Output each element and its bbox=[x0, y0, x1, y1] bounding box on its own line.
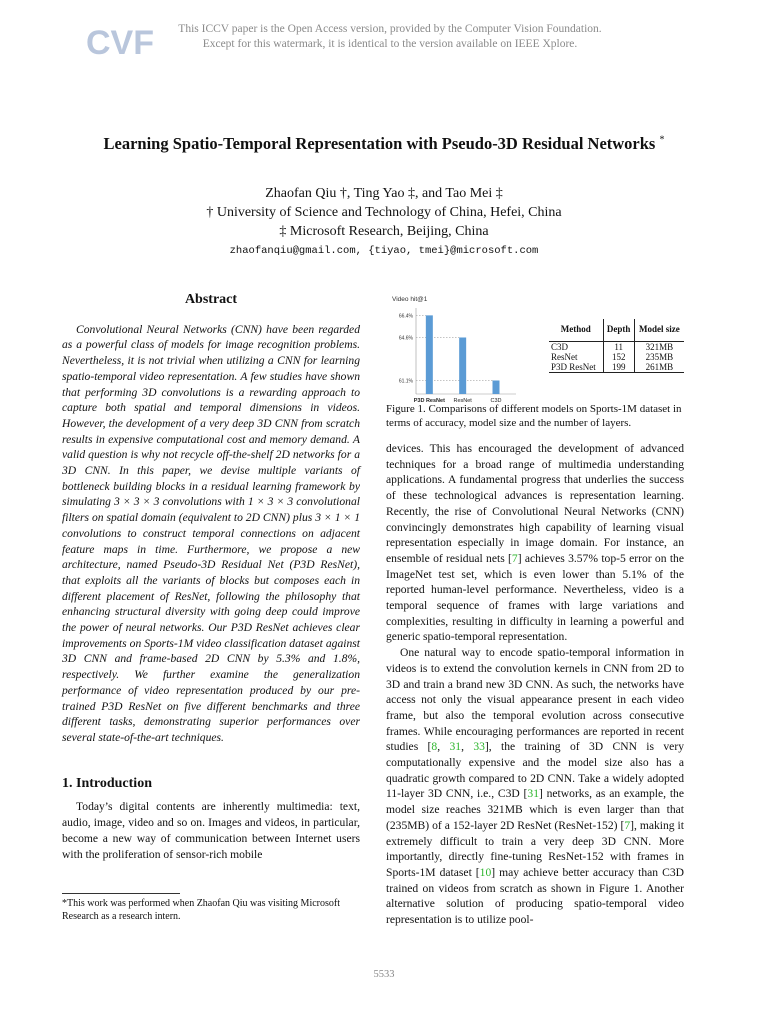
chart-x-tick-label: P3D ResNet bbox=[413, 398, 445, 404]
citation-separator: , bbox=[461, 740, 474, 754]
table-cell-method: ResNet bbox=[551, 352, 578, 362]
table-cell-method: C3D bbox=[551, 342, 569, 352]
table-cell-size: 321MB bbox=[634, 342, 684, 353]
abstract-heading: Abstract bbox=[184, 292, 238, 307]
author-names: Zhaofan Qiu †, Ting Yao ‡, and Tao Mei ‡ bbox=[265, 186, 503, 201]
cvf-logo-text: CVF bbox=[86, 24, 154, 62]
table-cell-depth: 11 bbox=[603, 342, 634, 353]
citation-separator: , bbox=[437, 740, 450, 754]
cvf-logo bbox=[84, 20, 154, 62]
figure-1 bbox=[386, 292, 684, 432]
footnote-rule bbox=[62, 893, 180, 894]
intro-p2-text-c: ] networks, as an example, the model size reaches 321MB which is even larger than that (235MB) of a 152-layer 2D ResNet (ResNet-152) [ bbox=[386, 787, 684, 832]
intro-paragraph-2 bbox=[386, 645, 684, 928]
citation-link[interactable]: 31 bbox=[527, 787, 539, 801]
citation-link[interactable]: 7 bbox=[511, 551, 518, 565]
watermark-line-2: Except for this watermark, it is identical to the version available on IEEE Xplore. bbox=[202, 38, 578, 50]
page-number: 5533 bbox=[373, 969, 395, 980]
model-comparison-table bbox=[549, 319, 684, 373]
figure-1-caption: Figure 1. Comparisons of different models on Sports-1M dataset in terms of accuracy, model size and the number of layers. bbox=[386, 403, 682, 429]
table-cell-method: P3D ResNet bbox=[549, 362, 603, 373]
intro-p2-text-a: One natural way to encode spatio-temporal information in videos is to extend the convolution kernels in CNN from 2D to 3D and train a brand new 3D CNN. As such, the networks have access not only the visual appearance present in each video frame, but also the temporal evolution across consecutive frames. While encouraging performances are reported in recent studies [ bbox=[386, 646, 684, 754]
table-cell-size: 261MB bbox=[634, 362, 684, 373]
affiliation-2: ‡ Microsoft Research, Beijing, China bbox=[279, 224, 489, 239]
citation-link[interactable]: 7 bbox=[624, 818, 631, 832]
chart-y-tick-label: 61.1% bbox=[398, 378, 413, 385]
intro-p1-text-a: devices. This has encouraged the development of advanced techniques for a broad range of multimedia understanding applications. A fundamental progress that underlies the success of these technological advances is representation learning. Recently, the rise of Convolutional Neural Networks (CNN) convincingly demonstrates high capability of learning visual representation especially in image domain. For instance, an ensemble of residual nets [ bbox=[386, 442, 684, 565]
table-row bbox=[549, 352, 684, 362]
author-block bbox=[40, 184, 728, 241]
citation-link[interactable]: 10 bbox=[479, 865, 492, 879]
paper-title-text: Learning Spatio-Temporal Representation with Pseudo-3D Residual Networks bbox=[103, 134, 656, 153]
table-row bbox=[549, 342, 684, 353]
abstract-text: Convolutional Neural Networks (CNN) have been regarded as a powerful class of models for image recognition problems. Nevertheless, it is not trivial when utilizing a CNN for learning spatio-temporal video representation. A few studies have shown that performing 3D convolutions is a rewarding approach to capture both spatial and temporal dimensions in videos. However, the development of a very deep 3D CNN from scratch results in expensive computational cost and memory demand. A valid question is why not recycle off-the-shelf 2D networks for a 3D CNN. In this paper, we devise multiple variants of bottleneck building blocks in a residual learning framework by simulating 3 × 3 × 3 convolutions with 1 × 3 × 3 convolutional filters on spatial domain (equivalent to 2D CNN) plus 3 × 1 × 1 convolutions to construct temporal connections on adjacent feature maps in time. Furthermore, we propose a new architecture, named Pseudo-3D Residual Net (P3D ResNet), that exploits all the variants of blocks but composes each in different placement of ResNet, following the philosophy that enhancing structural diversity with going deep could improve the power of neural networks. Our P3D ResNet achieves clear improvements on Sports-1M video classification dataset against 3D CNN and frame-based 2D CNN by 5.3% and 1.8%, respectively. We further examine the generalization performance of video representation produced by our pre-trained P3D ResNet on five different benchmarks and three different tasks, demonstrating superior performances over several state-of-the-art techniques. bbox=[62, 322, 360, 744]
chart-y-tick-label: 64.6% bbox=[398, 335, 413, 342]
chart-x-tick-label: C3D bbox=[490, 398, 502, 404]
footnote bbox=[62, 893, 360, 923]
table-header-depth: Depth bbox=[603, 319, 634, 342]
chart-bar-c3d bbox=[493, 380, 500, 394]
table-cell-depth: 152 bbox=[603, 352, 634, 362]
watermark-line-1: This ICCV paper is the Open Access version, provided by the Computer Vision Foundation. bbox=[178, 23, 602, 35]
table-header-model-size: Model size bbox=[634, 319, 684, 342]
chart-y-tick-label: 66.4% bbox=[398, 313, 413, 320]
right-column bbox=[386, 441, 684, 928]
intro-paragraph-1 bbox=[386, 441, 684, 645]
table-header-row bbox=[549, 319, 684, 342]
table-cell-size: 235MB bbox=[634, 352, 684, 362]
footnote-text: *This work was performed when Zhaofan Qiu was visiting Microsoft Research as a research intern. bbox=[62, 898, 340, 922]
intro-p2-text-d: ], making it extremely difficult to train a very deep 3D CNN. More importantly, directly fine-tuning ResNet-152 with frames in Sports-1M dataset [ bbox=[386, 818, 684, 879]
citation-link[interactable]: 33 bbox=[473, 740, 485, 754]
open-access-watermark bbox=[160, 22, 620, 52]
intro-p2-text-e: ] may achieve better accuracy than C3D trained on videos from scratch as shown in Figure 1. Another alternative solution of producing spatio-temporal video representation is to utilize pool- bbox=[386, 865, 684, 927]
intro-p2-text-b: ], the training of 3D CNN is very computationally expensive and the model size also has a quadratic growth compared to 2D CNN. Take a widely adopted 11-layer 3D CNN, i.e., C3D [ bbox=[386, 740, 684, 801]
table-row bbox=[549, 362, 684, 373]
title-footnote-mark: * bbox=[659, 134, 665, 146]
citation-link[interactable]: 31 bbox=[449, 740, 462, 754]
chart-bar-resnet bbox=[459, 337, 466, 394]
left-column bbox=[62, 292, 360, 862]
intro-p1-text-b: ] achieves 3.57% top-5 error on the ImageNet test set, which is even lower than 5.1% of the reported human-level performance. Nevertheless, video is a temporal sequence of frames with large variations and complexities, resulting in difficulty in learning a powerful and generic spatio-temporal representation. bbox=[386, 551, 684, 644]
chart-y-axis-label: Video hit@1 bbox=[392, 296, 428, 303]
affiliation-1: † University of Science and Technology of China, Hefei, China bbox=[206, 205, 562, 220]
citation-link[interactable]: 8 bbox=[431, 740, 438, 754]
chart-x-tick-label: ResNet bbox=[453, 398, 472, 404]
paper-title bbox=[40, 134, 728, 154]
introduction-heading: 1. Introduction bbox=[62, 775, 152, 791]
accuracy-bar-chart bbox=[386, 292, 546, 404]
table-cell-depth: 199 bbox=[603, 362, 634, 373]
table-header-method: Method bbox=[549, 319, 603, 342]
author-emails: zhaofanqiu@gmail.com, {tiyao, tmei}@microsoft.com bbox=[229, 245, 539, 257]
chart-bar-p3d-resnet bbox=[426, 315, 433, 394]
introduction-paragraph: Today’s digital contents are inherently multimedia: text, audio, image, video and so on. Images and videos, in particular, become a new way of communication between Internet users with the proliferation of sensor-rich mobile bbox=[62, 800, 360, 861]
